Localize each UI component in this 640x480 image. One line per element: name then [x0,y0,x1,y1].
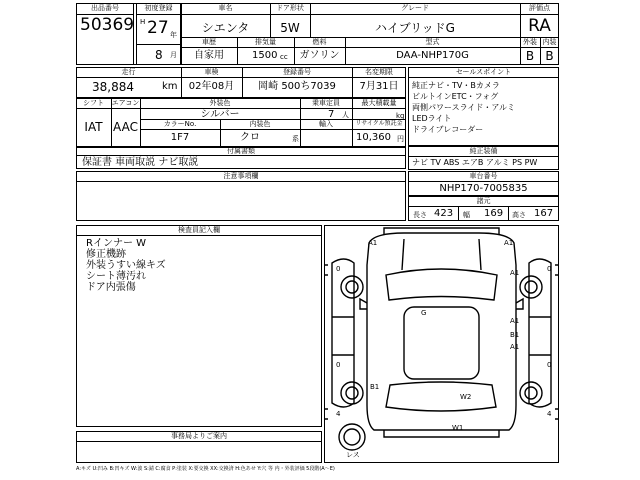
category-label: 車歴 [202,38,216,46]
displacement: 1500 [252,50,278,61]
displacement-label: 排気量 [255,38,276,46]
ext-grade: B [525,49,535,63]
chassis-value: NHP170-7005835 [439,183,528,194]
inspect-line: シート薄汚れ [86,271,146,282]
fuel-label: 燃料 [312,38,327,46]
capacity: 7 [328,109,335,120]
int-color: クロ [240,132,260,143]
shift: IAT [84,120,103,134]
plate: 岡崎 500ち7039 [258,81,336,92]
inspect-label: 検査員記入欄 [178,226,220,234]
plate-label: 登録番号 [283,68,311,76]
docs-text: 保証書 車両取説 ナビ取説 [82,157,199,168]
damage-mark: A1 [510,343,520,351]
inspect-line: Rインナー W [86,238,147,249]
category: 自家用 [194,50,224,61]
docs-label: 付属書類 [227,147,255,155]
hgt-label: 高さ [512,211,526,219]
grade-label: グレード [401,4,429,12]
damage-mark: 0 [547,265,552,273]
recycle-label: リサイクル預託金 [355,120,403,127]
transfer: 7月31日 [359,81,399,92]
damage-mark: A1 [510,317,520,325]
wid-label: 幅 [463,211,470,219]
reg-month: 8 [155,48,163,62]
sales-points-label: セールスポイント [455,68,512,76]
capacity-label: 乗車定員 [312,99,340,107]
inspect-line: ドア内張傷 [86,282,136,293]
displacement-unit: cc [280,53,288,61]
grade: ハイブリッドG [375,21,455,35]
first-reg-label: 初度登録 [144,4,173,12]
len-label: 長さ [413,211,427,219]
int-grade: B [545,49,554,63]
import-label: 輸入 [319,120,333,128]
recycle: 10,360 [356,132,391,143]
car-name: シエンタ [201,21,250,35]
recycle-unit: 円 [397,135,404,143]
damage-mark: W1 [452,424,464,432]
score: RA [528,16,551,36]
damage-mark: 0 [336,265,341,273]
inspection: 02年08月 [188,81,235,92]
damage-mark: G [421,309,427,317]
capacity-unit: 人 [342,111,349,119]
era: H [140,18,146,26]
transfer-label: 名変期限 [365,68,393,76]
damage-mark: A1 [504,239,514,247]
sales-point: 純正ナビ・TV・Bカメラ [412,81,500,90]
mileage-unit: km [162,81,178,92]
ac: AAC [113,120,138,134]
mileage: 38,884 [92,80,134,94]
load-label: 最大積載量 [361,99,397,107]
score-label: 評価点 [529,4,550,12]
damage-mark: 4 [336,410,341,418]
inspect-line: 外装うすい線キズ [86,260,166,271]
wid: 169 [484,208,504,219]
color-no-label: カラーNo. [163,120,197,128]
damage-mark: B1 [510,331,520,339]
equip-items: ナビ TV ABS エアB アルミ PS PW [412,158,538,167]
color-label: 外装色 [209,99,231,107]
damage-mark: A1 [368,239,378,247]
ac-label: エアコン [111,99,140,107]
damage-mark: 0 [547,361,552,369]
inspection-label: 車検 [204,68,219,76]
reg-year: 27 [147,18,169,38]
sales-point: 両側パワースライド・アルミ [412,103,516,112]
damage-mark: 4 [547,410,552,418]
damage-mark: B1 [370,383,380,391]
car-name-label: 車名 [218,4,233,12]
model: DAA-NHP170G [396,50,469,61]
chassis-label: 車台番号 [469,172,498,180]
month-unit: 月 [170,51,177,59]
lot-no-label: 出品番号 [91,4,119,12]
sales-point: ビルトインETC・フォグ [412,92,499,101]
color-no: 1F7 [170,132,190,143]
mileage-label: 走行 [121,68,136,76]
color: シルバー [200,109,240,120]
len: 423 [434,208,454,219]
legend: A:キズ U:凹み B:凹キズ W:波 S:錆 C:腐食 P:塗装 X:要交換 XX:交換済 H:色あせ Y:穴 等 内・外装評価 5段階(A〜E) [76,466,335,472]
doors: 5W [280,21,300,35]
office-label: 事務局よりご案内 [171,432,227,440]
notes-label: 注意事項欄 [223,172,259,180]
damage-mark: W2 [460,393,472,401]
model-label: 型式 [425,38,440,46]
lot-no: 50369 [80,15,135,35]
spare-label: レス [346,451,360,459]
doors-label: ドア形状 [276,4,304,12]
equip-label: 純正装備 [469,147,498,155]
hgt: 167 [534,208,554,219]
sales-point: ドライブレコーダー [412,125,484,134]
inspect-line: 修正機跡 [86,249,126,260]
shift-label: シフト [83,99,104,107]
int-label: 内装 [542,38,557,46]
sales-point: LEDライト [412,114,452,123]
int-color-sys: 系 [292,135,299,143]
damage-mark: A1 [510,269,520,277]
int-color-label: 内装色 [249,120,271,128]
fuel: ガソリン [299,50,340,61]
dims-label: 諸元 [476,197,491,205]
load-unit: kg [396,112,405,120]
damage-mark: 0 [336,361,341,369]
ext-label: 外装 [523,38,537,46]
car-diagram [324,225,559,463]
year-unit: 年 [170,31,177,39]
